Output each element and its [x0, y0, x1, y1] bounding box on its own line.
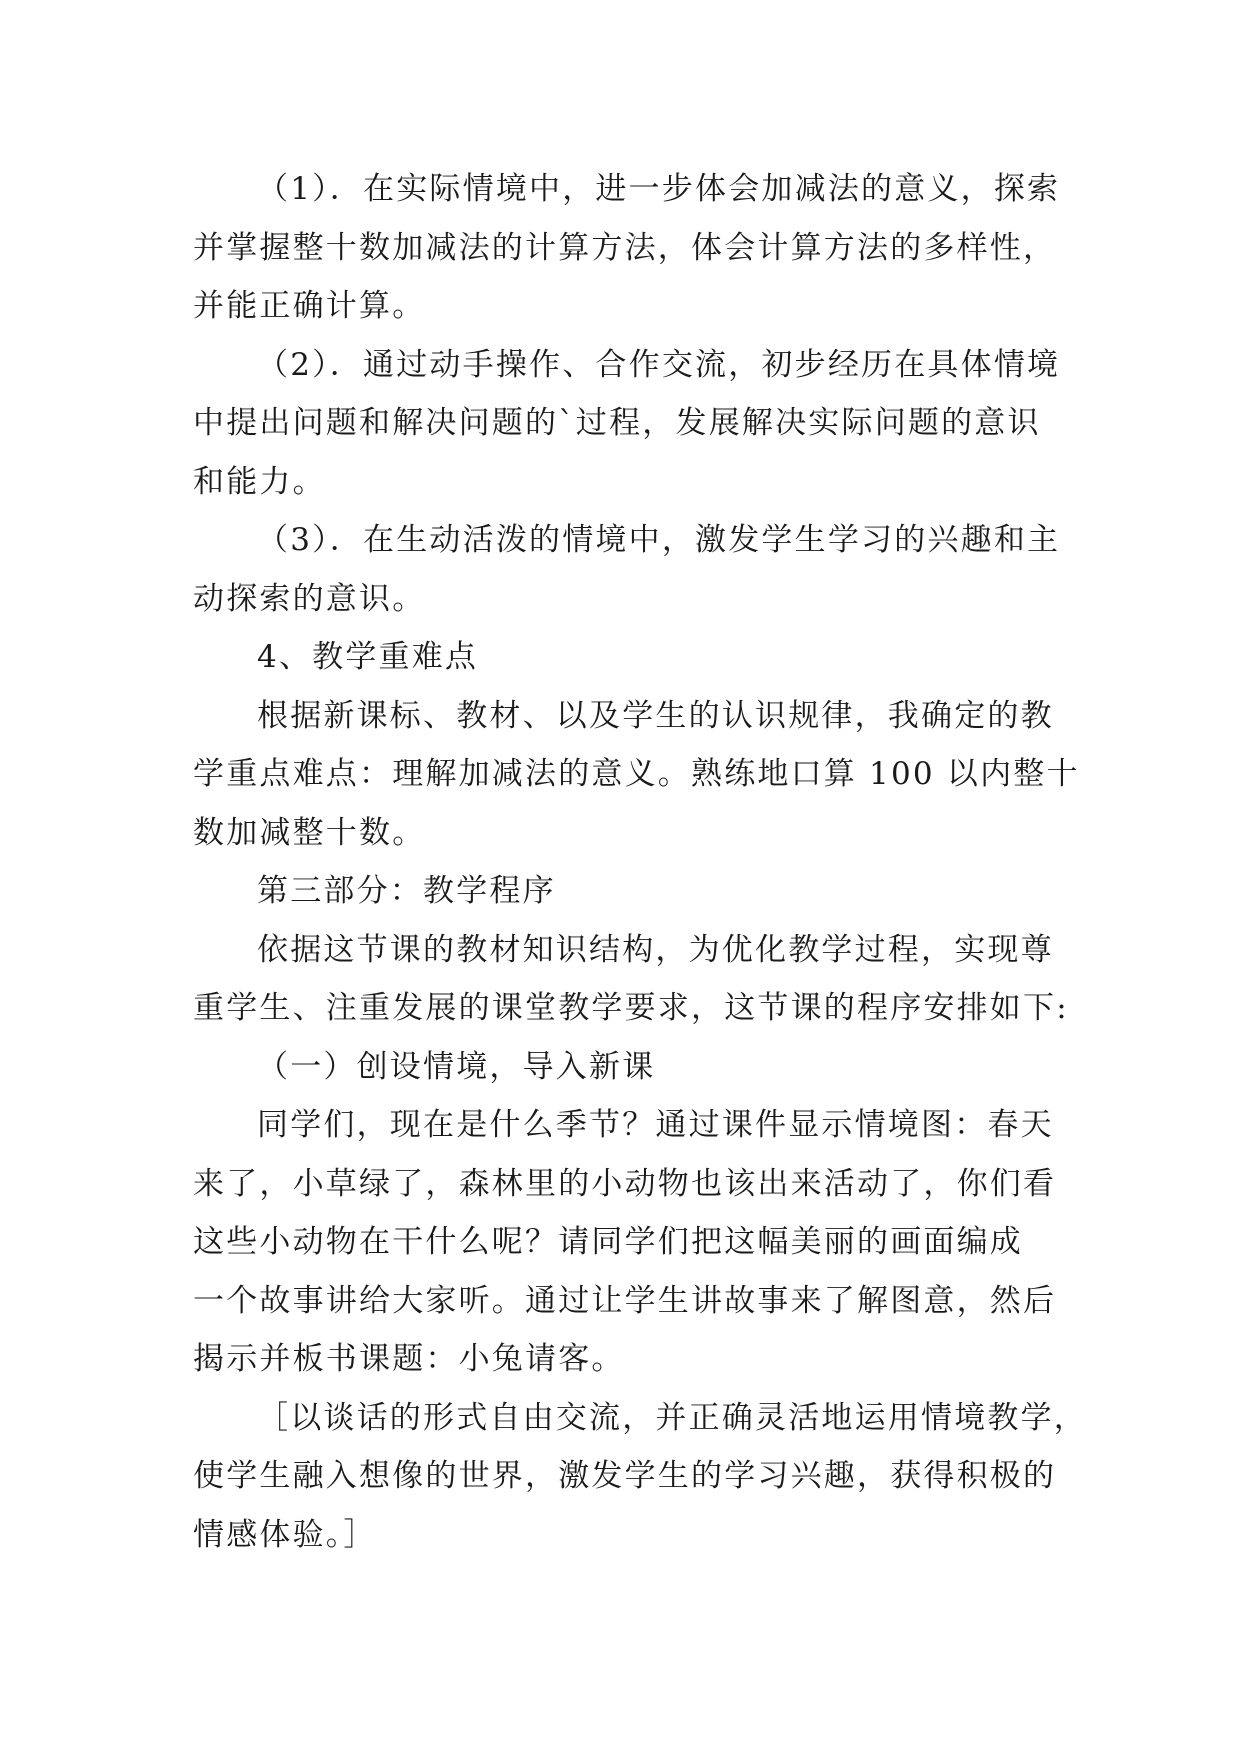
- document-body: [193, 160, 1087, 1564]
- section-heading: 4、教学重难点: [257, 639, 479, 675]
- text-line: 和能力。: [193, 463, 326, 500]
- text-line: 依据这节课的教材知识结构，为优化教学过程，实现尊: [257, 931, 1054, 968]
- text-line: 重学生、注重发展的课堂教学要求，这节课的程序安排如下:: [193, 990, 1069, 1026]
- text-line: ［以谈话的形式自由交流，并正确灵活地运用情境教学，: [257, 1399, 1087, 1436]
- text-line: 根据新课标、教材、以及学生的认识规律，我确定的教: [257, 697, 1054, 734]
- text-line: 一个故事讲给大家听。通过让学生讲故事来了解图意，然后: [193, 1282, 1057, 1319]
- text-line: （2）．通过动手操作、合作交流，初步经历在具体情境: [257, 346, 1061, 383]
- text-line: 学重点难点：理解加减法的意义。熟练地口算 100 以内整十: [193, 756, 1080, 792]
- text-line: 数加减整十数。: [193, 814, 426, 851]
- section-heading: 第三部分：教学程序: [257, 873, 556, 909]
- text-line: 使学生融入想像的世界，激发学生的学习兴趣，获得积极的: [193, 1458, 1057, 1494]
- text-line: 中提出问题和解决问题的`过程，发展解决实际问题的意识: [193, 405, 1041, 441]
- text-line: 情感体验。］: [193, 1516, 377, 1553]
- text-line: 并掌握整十数加减法的计算方法，体会计算方法的多样性，: [193, 229, 1057, 266]
- text-line: 并能正确计算。: [193, 288, 426, 324]
- section-heading: （一）创设情境，导入新课: [257, 1048, 656, 1085]
- text-line: 这些小动物在干什么呢？请同学们把这幅美丽的画面编成: [193, 1224, 1023, 1260]
- text-line: 揭示并板书课题：小兔请客。: [193, 1341, 625, 1377]
- text-line: 来了，小草绿了，森林里的小动物也该出来活动了，你们看: [193, 1165, 1057, 1202]
- text-line: （1）．在实际情境中，进一步体会加减法的意义，探索: [257, 171, 1061, 207]
- text-line: （3）．在生动活泼的情境中，激发学生学习的兴趣和主: [257, 522, 1061, 558]
- text-line: 同学们，现在是什么季节？通过课件显示情境图：春天: [257, 1107, 1054, 1143]
- text-line: 动探索的意识。: [193, 580, 426, 617]
